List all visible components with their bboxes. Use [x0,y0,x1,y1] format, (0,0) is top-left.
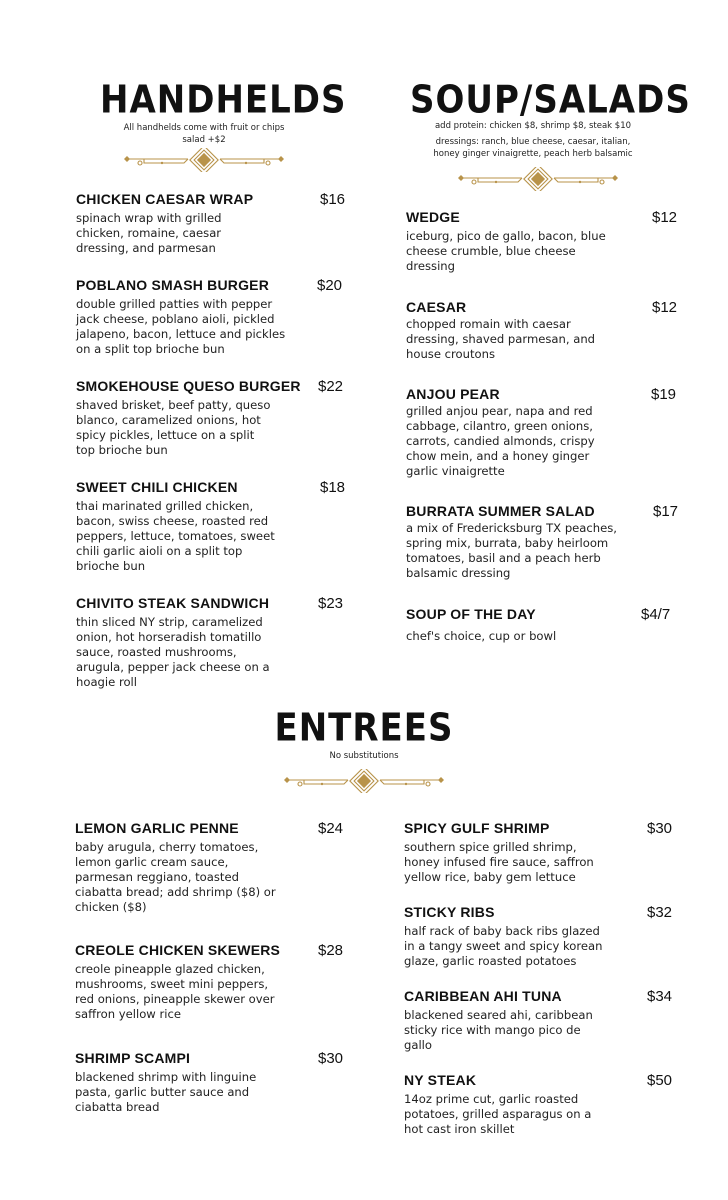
item-name: STICKY RIBS [404,904,495,920]
menu-item [406,606,678,646]
item-description: blackened shrimp with linguine pasta, garlic butter sauce and ciabatta bread [75,1070,257,1114]
item-name: BURRATA SUMMER SALAD [406,503,595,519]
item-price: $30 [647,820,673,837]
item-price: $32 [647,904,673,921]
item-description: shaved brisket, beef patty, queso blanco, caramelized onions, hot spicy pickles, lettuce on a split top brioche bun [76,398,271,457]
item-price: $23 [318,595,344,612]
item-price: $12 [652,299,678,316]
menu-item [406,386,678,482]
item-name: CAESAR [406,299,467,315]
item-description: creole pineapple glazed chicken, mushrooms, sweet mini peppers, red onions, pineapple skewer over saffron yellow rice [75,962,275,1021]
item-name: LEMON GARLIC PENNE [75,820,239,836]
item-price: $28 [318,942,344,959]
item-name: CARIBBEAN AHI TUNA [404,988,562,1004]
item-description: baby arugula, cherry tomatoes, lemon garlic cream sauce, parmesan reggiano, toasted ciabatta bread; add shrimp ($8) or chicken ($8) [75,840,276,914]
ornament-divider-icon [456,167,620,191]
item-description: a mix of Fredericksburg TX peaches, spring mix, burrata, baby heirloom tomatoes, basil and a peach herb balsamic dressing [406,521,617,580]
menu-item [76,479,348,575]
item-price: $24 [318,820,344,837]
menu-item [76,277,348,359]
item-price: $30 [318,1050,344,1067]
item-description: iceburg, pico de gallo, bacon, blue cheese crumble, blue cheese dressing [406,229,606,273]
item-name: SOUP OF THE DAY [406,606,536,622]
menu-item [404,1072,678,1142]
item-name: SHRIMP SCAMPI [75,1050,191,1066]
soup-salads-note-line2: dressings: ranch, blue cheese, caesar, italian, [435,137,631,147]
item-price: $4/7 [641,606,671,623]
item-description: southern spice grilled shrimp, honey infused fire sauce, saffron yellow rice, baby gem lettuce [404,840,594,884]
item-price: $17 [653,503,679,520]
menu-item [406,209,678,279]
item-price: $18 [320,479,346,496]
item-name: SPICY GULF SHRIMP [404,820,550,836]
menu-item [76,595,348,691]
item-price: $19 [651,386,677,403]
handhelds-note-line2: salad +$2 [182,135,226,145]
item-name: ANJOU PEAR [406,386,500,402]
item-description: half rack of baby back ribs glazed in a tangy sweet and spicy korean glaze, garlic roasted potatoes [404,924,603,968]
entrees-heading: ENTREES [274,705,454,751]
handhelds-heading: HANDHELDS [100,77,347,123]
ornament-divider-icon [122,148,286,172]
item-price: $16 [320,191,346,208]
menu-item [75,1050,350,1116]
menu-item [75,820,350,916]
item-description: grilled anjou pear, napa and red cabbage, cilantro, green onions, carrots, candied almonds, crispy chow mein, and a honey ginger garlic vinaigrette [406,404,595,478]
item-description: double grilled patties with pepper jack cheese, poblano aioli, pickled jalapeno, bacon, lettuce and pickles on a split top brioche bun [76,297,286,356]
handhelds-note [90,122,318,146]
menu-item [76,191,348,261]
menu-item [406,299,678,365]
menu-item [404,904,678,974]
menu-item [75,942,350,1024]
item-price: $34 [647,988,673,1005]
soup-salads-note-line1: add protein: chicken $8, shrimp $8, steak $10 [434,121,632,131]
item-name: WEDGE [406,209,460,225]
item-name: CHIVITO STEAK SANDWICH [76,595,270,611]
menu-item [76,378,348,460]
menu-item [404,988,678,1058]
handhelds-note-line1: All handhelds come with fruit or chips [123,123,285,133]
soup-salads-note-line3: honey ginger vinaigrette, peach herb balsamic [433,149,633,159]
item-description: thin sliced NY strip, caramelized onion, hot horseradish tomatillo sauce, roasted mushrooms, arugula, pepper jack cheese on a hoagie roll [76,615,270,689]
item-price: $20 [317,277,343,294]
item-price: $50 [647,1072,673,1089]
item-name: CREOLE CHICKEN SKEWERS [75,942,281,958]
item-name: SWEET CHILI CHICKEN [76,479,238,495]
item-name: SMOKEHOUSE QUESO BURGER [76,378,301,394]
item-description: blackened seared ahi, caribbean sticky rice with mango pico de gallo [404,1008,593,1052]
menu-item [404,820,678,890]
item-description: spinach wrap with grilled chicken, romaine, caesar dressing, and parmesan [76,211,222,255]
soup-salads-heading: SOUP/SALADS [410,77,691,123]
entrees-note: No substitutions [329,751,399,761]
item-description: chopped romain with caesar dressing, shaved parmesan, and house croutons [406,317,596,361]
item-name: NY STEAK [404,1072,477,1088]
item-price: $12 [652,209,678,226]
item-name: POBLANO SMASH BURGER [76,277,270,293]
item-description: 14oz prime cut, garlic roasted potatoes, grilled asparagus on a hot cast iron skillet [404,1092,592,1136]
item-name: CHICKEN CAESAR WRAP [76,191,254,207]
item-description: chef's choice, cup or bowl [406,629,557,643]
item-price: $22 [318,378,344,395]
soup-salads-note [400,120,666,160]
menu-item [406,503,678,585]
ornament-divider-icon [282,769,446,793]
item-description: thai marinated grilled chicken, bacon, swiss cheese, roasted red peppers, lettuce, tomatoes, sweet chili garlic aioli on a split top brioche bun [76,499,275,573]
